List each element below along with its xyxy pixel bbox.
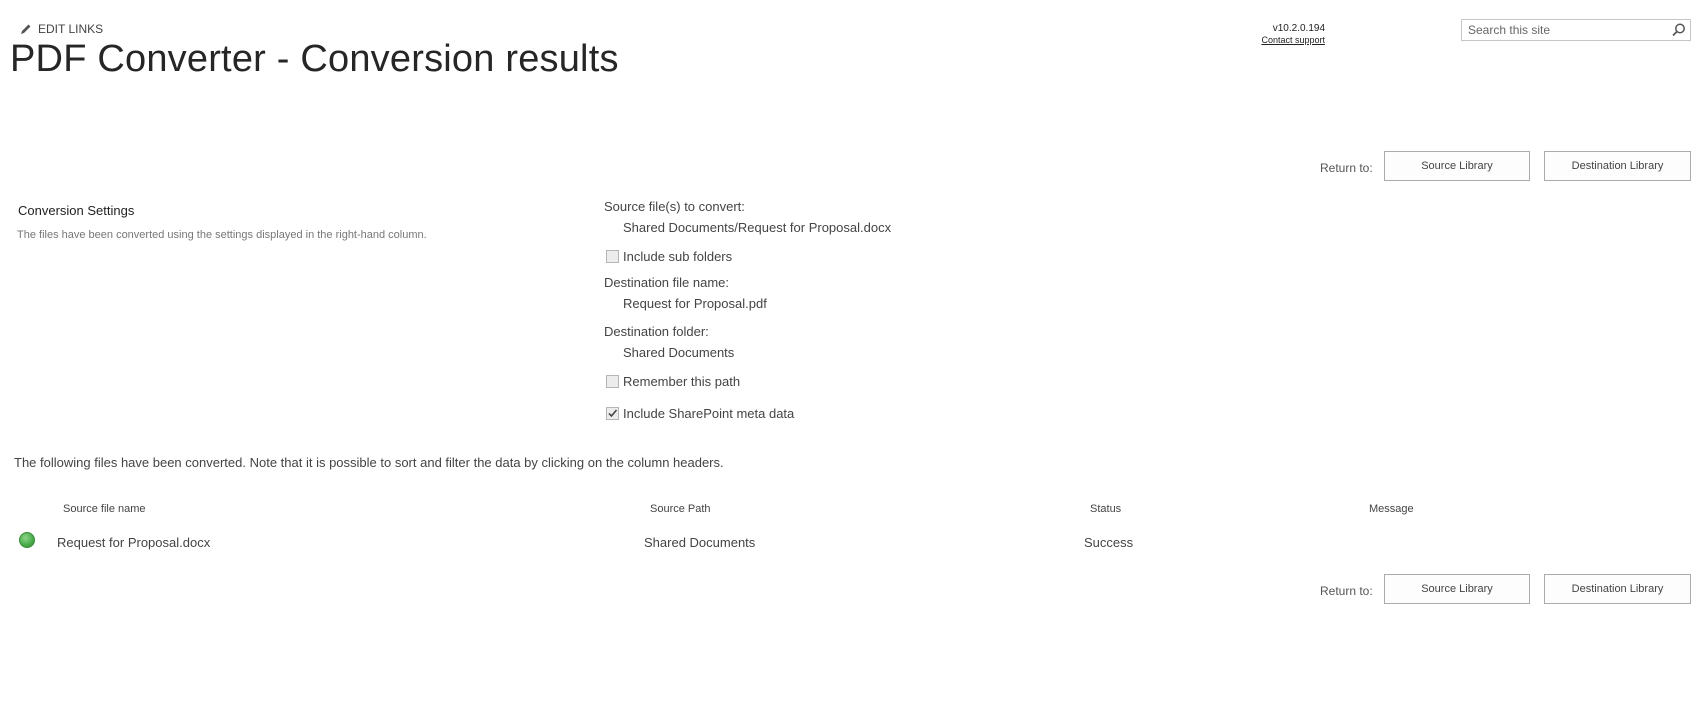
include-metadata-checkbox[interactable] — [606, 407, 619, 420]
conversion-settings-description: The files have been converted using the settings displayed in the right-hand column. — [17, 229, 427, 241]
converted-files-note: The following files have been converted. Note that it is possible to sort and filter the data by clicking on the column headers. — [14, 455, 724, 470]
edit-links-label: EDIT LINKS — [38, 22, 104, 36]
destination-library-button-bottom[interactable]: Destination Library — [1544, 574, 1691, 604]
return-to-label-bottom: Return to: — [1320, 584, 1373, 598]
page-title: PDF Converter - Conversion results — [10, 38, 619, 80]
remember-path-row — [606, 374, 740, 389]
destination-file-name-value: Request for Proposal.pdf — [623, 296, 767, 311]
destination-folder-value: Shared Documents — [623, 345, 735, 360]
source-files-label: Source file(s) to convert: — [604, 199, 745, 214]
checkmark-icon — [607, 408, 618, 419]
edit-links-button[interactable] — [20, 22, 103, 36]
row-status: Success — [1084, 535, 1134, 550]
search-icon[interactable] — [1671, 22, 1687, 38]
source-library-button-bottom[interactable]: Source Library — [1384, 574, 1530, 604]
search-input[interactable] — [1462, 20, 1662, 40]
source-library-button[interactable]: Source Library — [1384, 151, 1530, 181]
return-to-label: Return to: — [1320, 161, 1373, 175]
destination-folder-label: Destination folder: — [604, 324, 709, 339]
destination-file-name-label: Destination file name: — [604, 275, 730, 290]
success-status-icon — [19, 532, 35, 548]
remember-path-label: Remember this path — [623, 374, 741, 389]
source-files-value: Shared Documents/Request for Proposal.docx — [623, 220, 892, 235]
row-source-file-name: Request for Proposal.docx — [57, 535, 211, 550]
include-metadata-label: Include SharePoint meta data — [623, 406, 795, 421]
include-metadata-row — [606, 406, 794, 421]
version-label: v10.2.0.194 — [1272, 23, 1325, 34]
column-header-message[interactable]: Message — [1369, 503, 1414, 515]
include-sub-folders-label: Include sub folders — [623, 249, 733, 264]
remember-path-checkbox[interactable] — [606, 375, 619, 388]
column-header-source-path[interactable]: Source Path — [650, 503, 711, 515]
include-sub-folders-row — [606, 249, 732, 264]
pencil-icon — [20, 23, 32, 35]
contact-support-link[interactable]: Contact support — [1261, 35, 1325, 45]
include-sub-folders-checkbox[interactable] — [606, 250, 619, 263]
search-box — [1461, 19, 1691, 41]
conversion-settings-title: Conversion Settings — [18, 203, 135, 218]
row-source-path: Shared Documents — [644, 535, 756, 550]
destination-library-button[interactable]: Destination Library — [1544, 151, 1691, 181]
column-header-status[interactable]: Status — [1090, 503, 1122, 515]
column-header-source-file-name[interactable]: Source file name — [63, 503, 146, 515]
